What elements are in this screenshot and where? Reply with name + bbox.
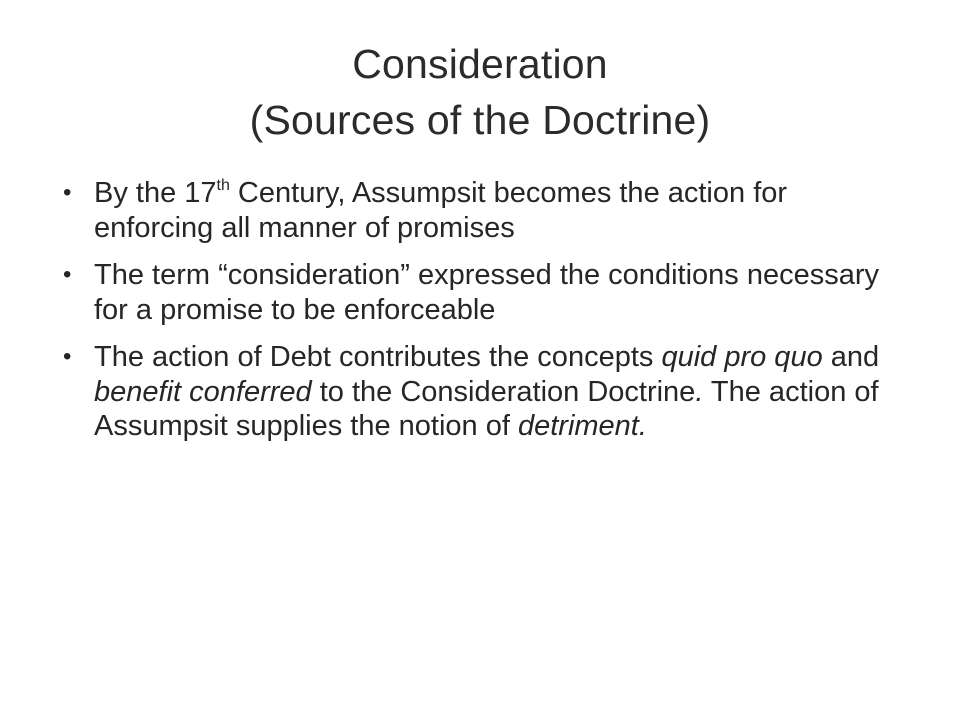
slide-title: [0, 36, 960, 148]
bullet-2-text: The term “consideration” expressed the conditions necessary for a promise to be enforceable: [94, 259, 879, 326]
bullet-1-superscript: th: [216, 177, 230, 194]
bullet-item-2: [60, 258, 910, 327]
bullet-3-italic-benefit-conferred: benefit conferred: [94, 375, 312, 408]
bullet-item-3: [60, 340, 910, 444]
bullet-3-italic-quid-pro-quo: quid pro quo: [661, 341, 823, 373]
title-line-2: (Sources of the Doctrine): [249, 97, 711, 143]
bullet-3-text-c: to the Consideration Doctrine: [311, 375, 696, 408]
title-line-1: Consideration: [352, 41, 608, 87]
bullet-1-text-a: By the 17: [94, 177, 217, 209]
bullet-3-italic-detriment: detriment.: [517, 410, 647, 442]
bullet-icon: •: [63, 261, 72, 288]
bullet-3-text-d: The action of Assumpsit supplies the notion of: [94, 375, 879, 442]
bullet-3-italic-period: .: [695, 375, 704, 408]
bullet-1-text-b: Century, Assumpsit becomes the action for enforcing all manner of promises: [94, 177, 788, 244]
bullet-icon: •: [63, 179, 72, 206]
bullet-3-text-a: The action of Debt contributes the concepts: [94, 341, 662, 373]
bullet-icon: •: [63, 343, 72, 370]
bullet-list: [60, 176, 910, 457]
bullet-item-1: [60, 176, 910, 245]
bullet-3-text-b: and: [822, 341, 880, 373]
